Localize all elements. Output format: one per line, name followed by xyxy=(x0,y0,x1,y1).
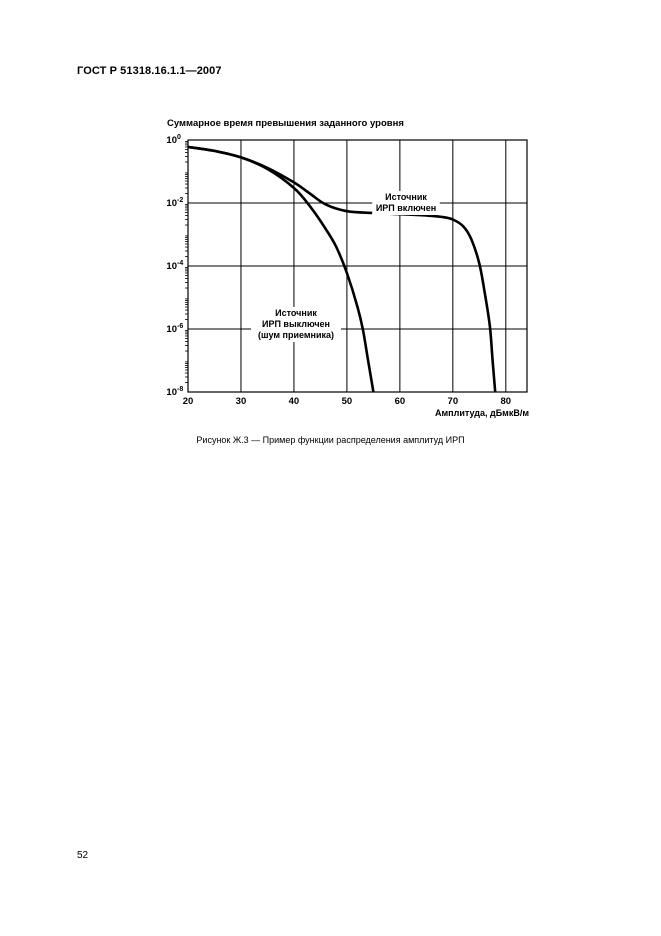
y-tick-exponent: -8 xyxy=(177,386,184,393)
x-tick-label: 30 xyxy=(235,396,247,407)
y-tick-exponent: -6 xyxy=(177,323,184,330)
label-source-off-line: Источник xyxy=(275,308,317,318)
y-tick-exponent: -4 xyxy=(177,260,184,267)
y-tick-label: 10 xyxy=(166,198,177,209)
label-source-on-line: Источник xyxy=(385,192,427,202)
series-source-off-line xyxy=(188,147,373,392)
y-tick-exponent: 0 xyxy=(177,134,181,141)
y-axis-ticks xyxy=(166,134,183,398)
x-tick-label: 60 xyxy=(394,396,406,407)
x-tick-label: 50 xyxy=(341,396,353,407)
y-tick-label: 10 xyxy=(166,324,177,335)
x-tick-label: 70 xyxy=(447,396,459,407)
page-number: 52 xyxy=(77,850,89,861)
y-tick-exponent: -2 xyxy=(177,197,184,204)
y-tick-label: 10 xyxy=(166,387,177,398)
y-tick-label: 10 xyxy=(166,135,177,146)
x-tick-label: 20 xyxy=(182,396,194,407)
chart-grid xyxy=(185,140,527,392)
x-axis-ticks xyxy=(183,396,511,407)
label-source-on-line: ИРП включен xyxy=(375,203,437,213)
x-tick-label: 80 xyxy=(500,396,512,407)
x-axis-label: Амплитуда, дБмкВ/м xyxy=(435,408,529,418)
label-source-off-line: (шум приемника) xyxy=(257,330,335,340)
series-source-on-line xyxy=(188,147,495,392)
chart-title: Суммарное время превышения заданного уровня xyxy=(167,118,404,129)
chart-series xyxy=(188,147,495,392)
figure-caption: Рисунок Ж.3 — Пример функции распределения амплитуд ИРП xyxy=(196,435,465,445)
x-tick-label: 40 xyxy=(288,396,300,407)
y-tick-label: 10 xyxy=(166,261,177,272)
label-source-off-line: ИРП выключен xyxy=(261,319,331,329)
document-header: ГОСТ Р 51318.16.1.1—2007 xyxy=(77,65,222,77)
